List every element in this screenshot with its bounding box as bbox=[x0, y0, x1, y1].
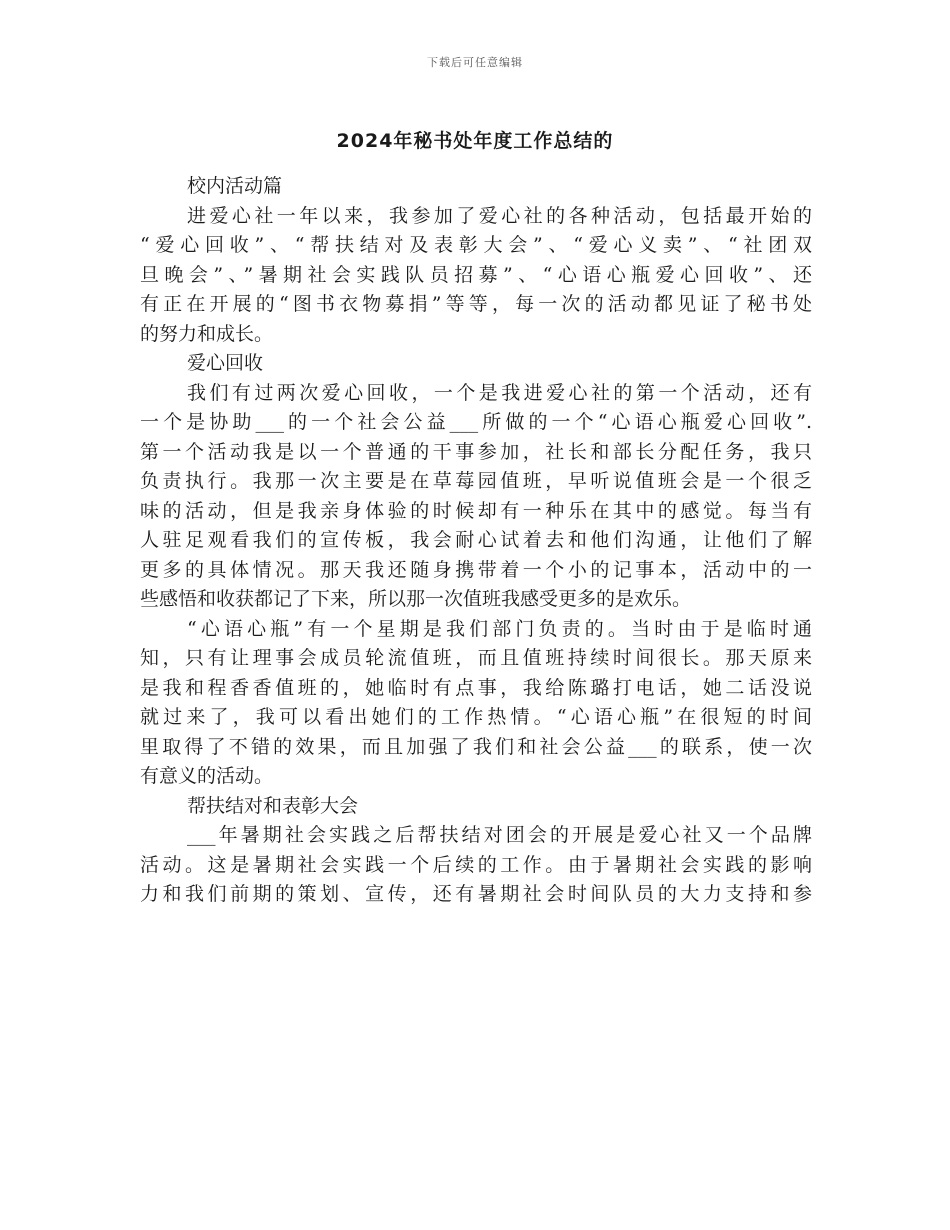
paragraph-line: 味的活动，但是我亲身体验的时候却有一种乐在其中的感觉。每当有 bbox=[140, 499, 812, 522]
paragraph-line: 些感悟和收获都记了下来，所以那一次值班我感受更多的是欢乐。 bbox=[140, 588, 692, 610]
paragraph-line: 的努力和成长。 bbox=[140, 322, 274, 345]
paragraph-line: 负责执行。我那一次主要是在草莓园值班，早听说值班会是一个很乏 bbox=[140, 470, 812, 492]
paragraph-line: “心语心瓶”有一个星期是我们部门负责的。当时由于是临时通 bbox=[187, 617, 812, 640]
section-heading-campus-activities: 校内活动篇 bbox=[187, 175, 283, 197]
section-heading-love-recycling: 爱心回收 bbox=[187, 352, 264, 374]
paragraph-line: 第一个活动我是以一个普通的干事参加，社长和部长分配任务，我只 bbox=[140, 440, 812, 463]
paragraph-line: 旦晚会”、”暑期社会实践队员招募”、“心语心瓶爱心回收”、还 bbox=[140, 263, 812, 286]
paragraph-line: 活动。这是暑期社会实践一个后续的工作。由于暑期社会实践的影响 bbox=[140, 853, 812, 876]
paragraph-line: 知，只有让理事会成员轮流值班，而且值班持续时间很长。那天原来 bbox=[140, 647, 812, 669]
paragraph-line: 就过来了，我可以看出她们的工作热情。“心语心瓶”在很短的时间 bbox=[140, 706, 812, 728]
header-note: 下载后可任意编辑 bbox=[427, 56, 523, 69]
paragraph-line: 是我和程香香值班的，她临时有点事，我给陈璐打电话，她二话没说 bbox=[140, 676, 812, 699]
document-body bbox=[140, 172, 812, 910]
paragraph-line: 进爱心社一年以来，我参加了爱心社的各种活动，包括最开始的 bbox=[187, 204, 812, 227]
paragraph-line: 力和我们前期的策划、宣传，还有暑期社会时间队员的大力支持和参 bbox=[140, 883, 812, 905]
paragraph-line: 人驻足观看我们的宣传板，我会耐心试着去和他们沟通，让他们了解 bbox=[140, 529, 812, 551]
paragraph-line: 更多的具体情况。那天我还随身携带着一个小的记事本，活动中的一 bbox=[140, 558, 812, 581]
paragraph-line: 有正在开展的“图书衣物募捐”等等，每一次的活动都见证了秘书处 bbox=[140, 293, 812, 315]
paragraph-line: 我们有过两次爱心回收，一个是我进爱心社的第一个活动，还有 bbox=[187, 381, 812, 404]
paragraph-line: 一个是协助___的一个社会公益___所做的一个“心语心瓶爱心回收”. bbox=[140, 411, 812, 433]
paragraph-line: 有意义的活动。 bbox=[140, 765, 274, 787]
section-heading-pairing-and-awards: 帮扶结对和表彰大会 bbox=[187, 794, 359, 817]
document-title: 2024年秘书处年度工作总结的 bbox=[336, 130, 614, 152]
paragraph-line: ___年暑期社会实践之后帮扶结对团会的开展是爱心社又一个品牌 bbox=[187, 824, 812, 846]
paragraph-line: “爱心回收”、“帮扶结对及表彰大会”、“爱心义卖”、“社团双 bbox=[140, 234, 812, 256]
paragraph-line: 里取得了不错的效果，而且加强了我们和社会公益___的联系，使一次 bbox=[140, 735, 812, 758]
